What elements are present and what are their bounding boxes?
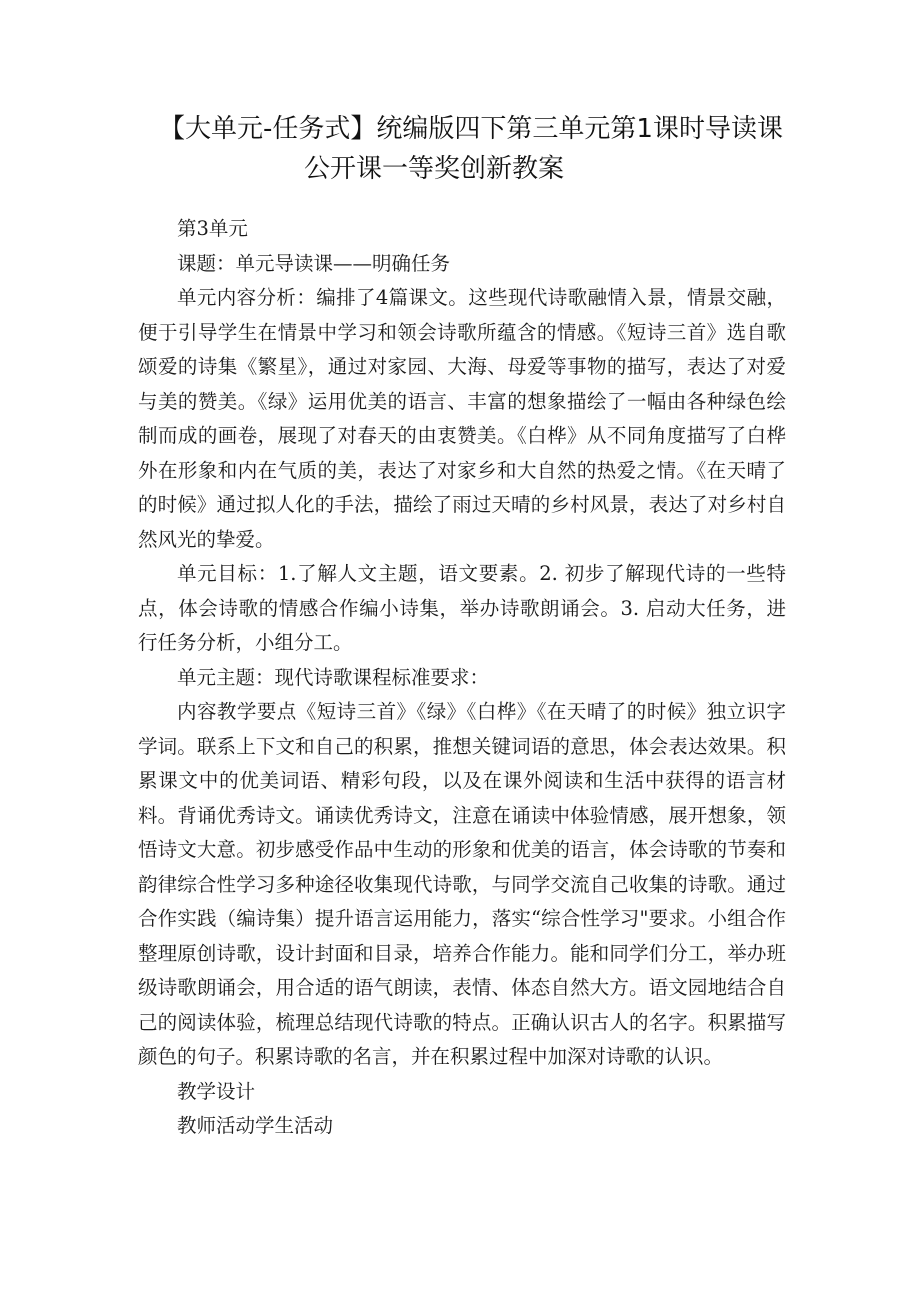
activities-heading: 教师活动学生活动 [177,1114,334,1137]
lesson-topic: 课题：单元导读课——明确任务 [177,251,451,275]
document-title-line-2: 公开课一等奖创新教案 [303,154,564,184]
unit-number: 第3单元 [177,217,248,240]
document-title-line-1: 【大单元-任务式】统编版四下第三单元第1课时导读课 [159,114,783,144]
unit-content-analysis: 单元内容分析：编排了4篇课文。这些现代诗歌融情入景，情景交融，便于引导学生在情景中学习和领会诗歌所蕴含的情感。《短诗三首》选自歌颂爱的诗集《繁星》，通过对家园、大海、母爱等事物的描写，表达了对爱与美的赞美。《绿》运用优美的语言、丰富的想象描绘了一幅由各种绿色绘制而成的画卷，展现了对春天的由衷赞美。《白桦》从不同角度描写了白桦外在形象和内在气质的美，表达了对家乡和大自然的热爱之情。《在天晴了的时候》通过拟人化的手法，描绘了雨过天晴的乡村风景，表达了对乡村自然风光的挚爱。 [138,286,786,551]
teaching-design-heading: 教学设计 [177,1079,256,1103]
unit-theme: 单元主题：现代诗歌课程标准要求： [177,665,490,689]
document-body [138,212,786,1144]
unit-objectives: 单元目标：1.了解人文主题，语文要素。2. 初步了解现代诗的一些特点，体会诗歌的情感合作编小诗集，举办诗歌朗诵会。3. 启动大任务，进行任务分析，小组分工。 [138,562,786,654]
teaching-points: 内容教学要点《短诗三首》《绿》《白桦》《在天晴了的时候》独立识字学词。联系上下文和自己的积累，推想关键词语的意思，体会表达效果。积累课文中的优美词语、精彩句段，以及在课外阅读和生活中获得的语言材料。背诵优秀诗文。诵读优秀诗文，注意在诵读中体验情感，展开想象，领悟诗文大意。初步感受作品中生动的形象和优美的语言，体会诗歌的节奏和韵律综合性学习多种途径收集现代诗歌，与同学交流自己收集的诗歌。通过合作实践（编诗集）提升语言运用能力，落实“综合性学习"要求。小组合作整理原创诗歌，设计封面和目录，培养合作能力。能和同学们分工，举办班级诗歌朗诵会，用合适的语气朗读，表情、体态自然大方。语文园地结合自己的阅读体验，梳理总结现代诗歌的特点。正确认识古人的名字。积累描写颜色的句子。积累诗歌的名言，并在积累过程中加深对诗歌的认识。 [138,700,786,1068]
